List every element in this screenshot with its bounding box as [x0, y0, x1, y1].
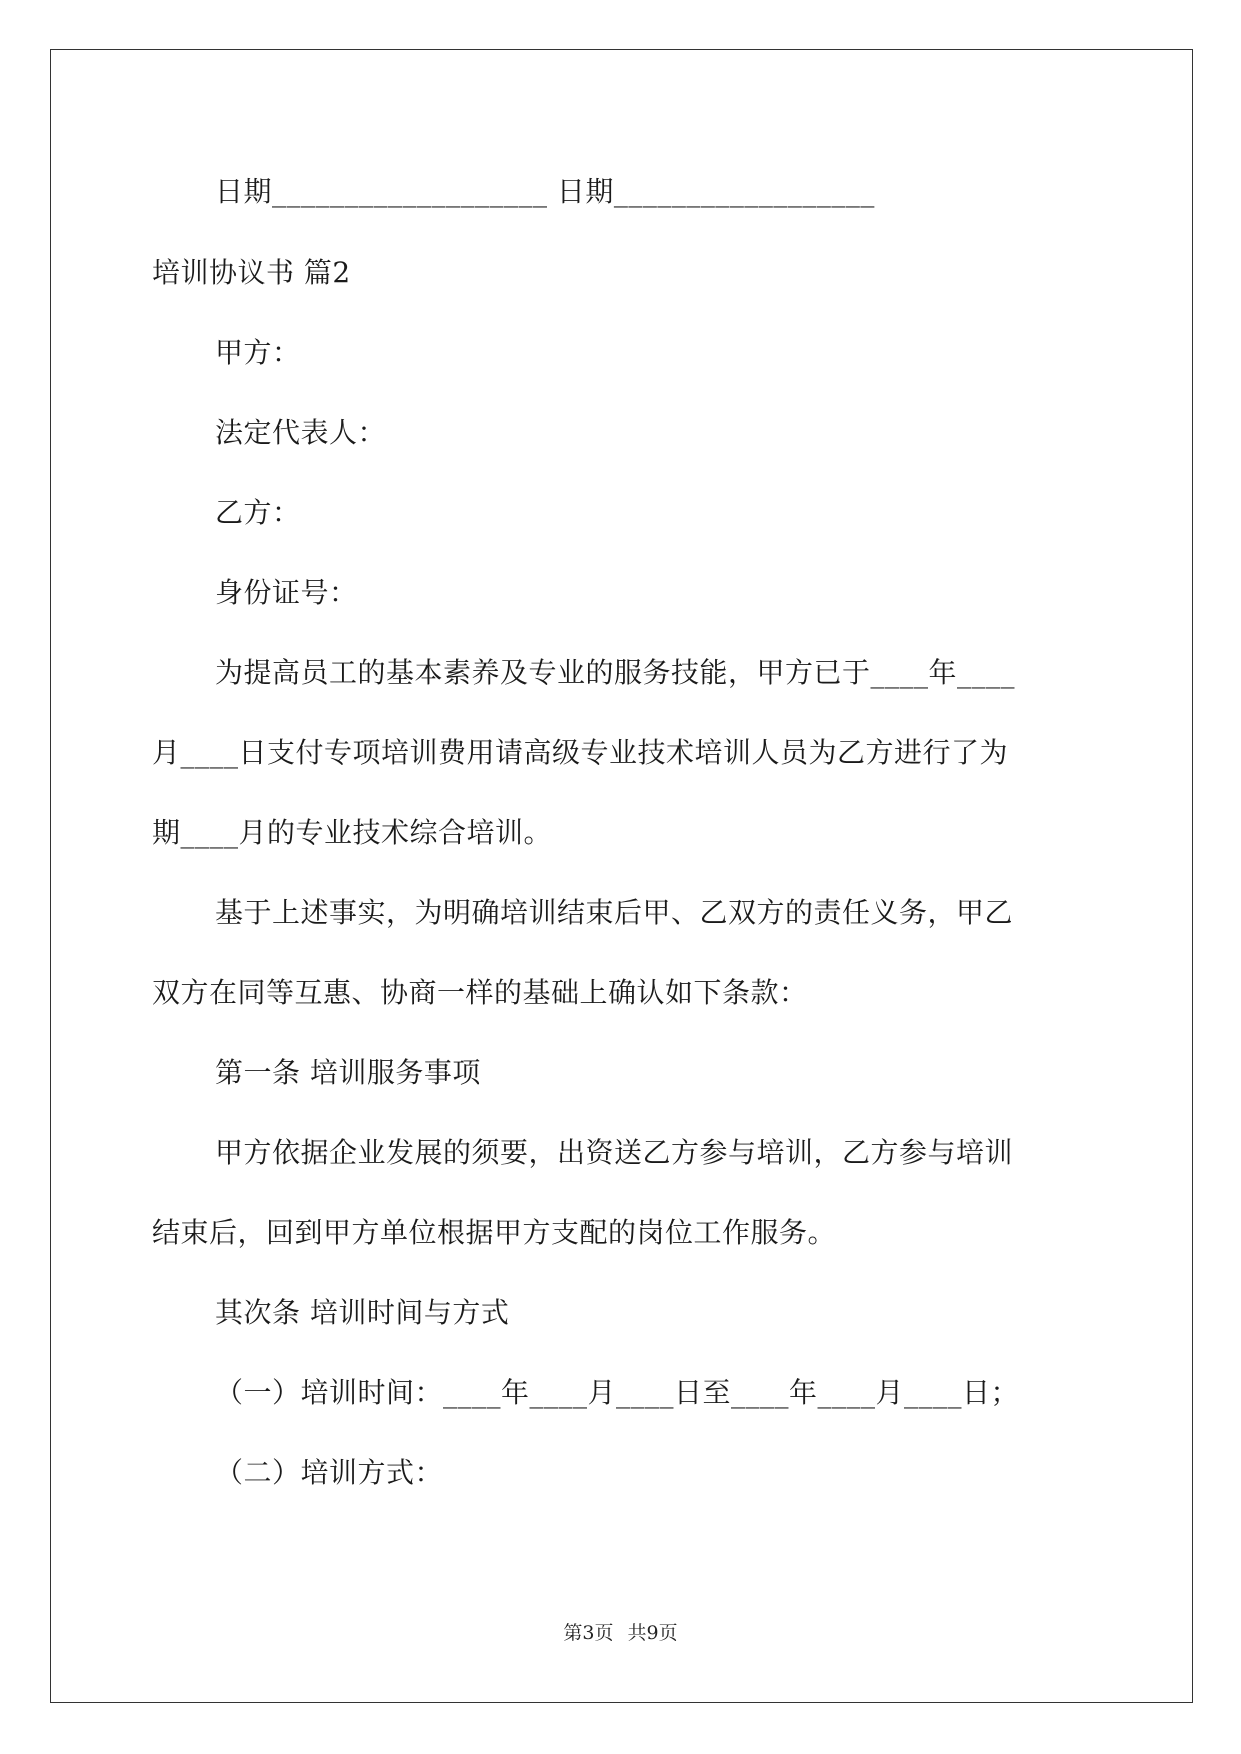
paragraph-line: 甲方依据企业发展的须要，出资送乙方参与培训，乙方参与培训 — [215, 1136, 1014, 1169]
article-heading: 第一条 培训服务事项 — [215, 1056, 481, 1089]
page-number: 第3页 — [563, 1622, 614, 1644]
paragraph-line: （一）培训时间：____年____月____日至____年____月____日； — [215, 1376, 1020, 1409]
paragraph-line: 基于上述事实，为明确培训结束后甲、乙双方的责任义务，甲乙 — [215, 896, 1014, 929]
legal-representative-line: 法定代表人： — [215, 416, 387, 449]
paragraph-line: 期____月的专业技术综合培训。 — [152, 816, 553, 849]
id-number-line: 身份证号： — [215, 576, 358, 609]
party-a-line: 甲方： — [215, 336, 301, 369]
date-signature-line: 日期___________________ 日期__________________ — [215, 175, 875, 208]
paragraph-line: 结束后，回到甲方单位根据甲方支配的岗位工作服务。 — [152, 1216, 837, 1249]
page-footer — [0, 1621, 1241, 1645]
paragraph-line: 双方在同等互惠、协商一样的基础上确认如下条款： — [152, 976, 808, 1009]
page-total: 共9页 — [627, 1622, 678, 1644]
paragraph-line: 为提高员工的基本素养及专业的服务技能，甲方已于____年____ — [215, 656, 1016, 689]
article-heading: 其次条 培训时间与方式 — [215, 1296, 510, 1329]
paragraph-line: （二）培训方式： — [215, 1456, 444, 1489]
section-heading: 培训协议书 篇2 — [152, 256, 351, 289]
paragraph-line: 月____日支付专项培训费用请高级专业技术培训人员为乙方进行了为 — [152, 736, 1009, 769]
party-b-line: 乙方： — [215, 496, 301, 529]
